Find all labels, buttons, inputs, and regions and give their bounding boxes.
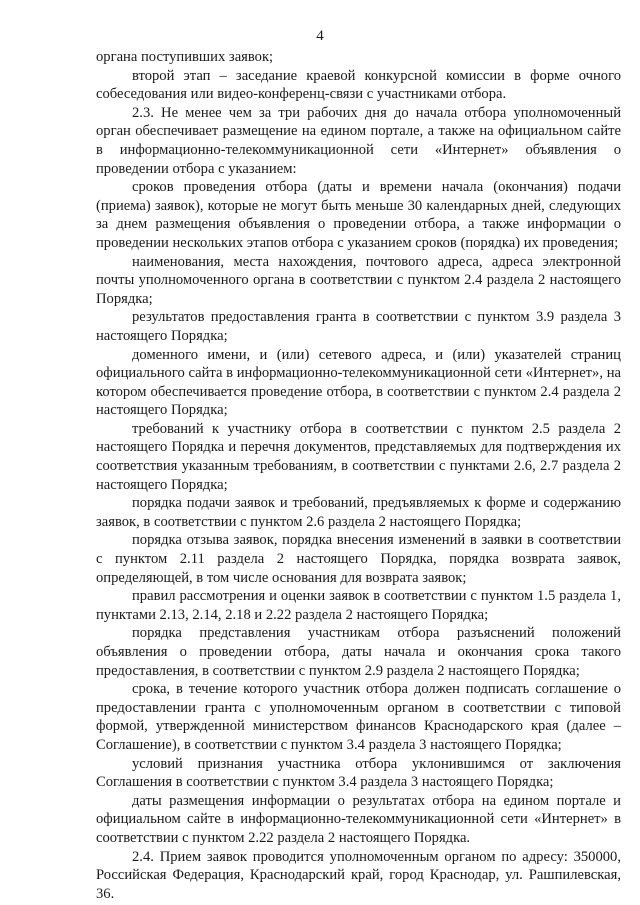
paragraph: срока, в течение которого участник отбора должен подписать соглашение о предоставлении гранта с уполномоченным органом в соответствии с типовой формой, утвержденной министерством финансов Краснодарского края (далее – Соглашение), в соответствии с пунктом 3.4 раздела 3 настоящего Порядка; bbox=[96, 681, 621, 753]
paragraph: сроков проведения отбора (даты и времени начала (окончания) подачи (приема) заявок), которые не могут быть меньше 30 календарных дней, следующих за днем размещения объявления о проведении отбора, а также информации о проведении нескольких этапов отбора с указанием сроков (порядка) их проведения; bbox=[96, 179, 621, 251]
paragraph: правил рассмотрения и оценки заявок в соответствии с пунктом 1.5 раздела 1, пунктами 2.13, 2.14, 2.18 и 2.22 раздела 2 настоящего Порядка; bbox=[96, 588, 621, 623]
paragraph: даты размещения информации о результатах отбора на едином портале и официальном сайте в информационно-телекоммуникационной сети «Интернет» в соответствии с пунктом 2.22 раздела 2 настоящего Порядка. bbox=[96, 792, 621, 846]
paragraph: 2.4. Прием заявок проводится уполномоченным органом по адресу: 350000, Российская Федерация, Краснодарский край, город Краснодар, ул. Рашпилевская, 36. bbox=[96, 848, 621, 902]
paragraph: второй этап – заседание краевой конкурсной комиссии в форме очного собеседования или видео-конференц-связи с участниками отбора. bbox=[96, 67, 621, 103]
paragraph: порядка представления участникам отбора разъяснений положений объявления о проведении отбора, даты начала и окончания срока такого предоставления, в соответствии с пунктом 2.9 раздела 2 настоящего Порядка; bbox=[96, 625, 621, 679]
page-number: 4 bbox=[316, 28, 324, 44]
paragraph: 2.3. Не менее чем за три рабочих дня до начала отбора уполномоченный орган обеспечивает размещение на едином портале, а также на официальном сайте в информационно-телекоммуникационной сети «Интернет» объявления о проведении отбора с указанием: bbox=[96, 104, 621, 177]
paragraph: условий признания участника отбора уклонившимся от заключения Соглашения в соответствии с пунктом 3.4 раздела 3 настоящего Порядка; bbox=[96, 755, 621, 791]
document-body bbox=[96, 48, 621, 903]
paragraph: порядка отзыва заявок, порядка внесения изменений в заявки в соответствии с пунктом 2.11 раздела 2 настоящего Порядка, порядка возврата заявок, определяющей, в том числе основания для возврата заявок; bbox=[96, 532, 621, 586]
paragraph: результатов предоставления гранта в соответствии с пунктом 3.9 раздела 3 настоящего Порядка; bbox=[96, 309, 621, 344]
paragraph: органа поступивших заявок; bbox=[96, 49, 274, 65]
paragraph: порядка подачи заявок и требований, предъявляемых к форме и содержанию заявок, в соответствии с пунктом 2.6 раздела 2 настоящего Порядка; bbox=[96, 495, 621, 530]
paragraph: требований к участнику отбора в соответствии с пунктом 2.5 раздела 2 настоящего Порядка и перечня документов, представляемых для подтверждения их соответствия указанным требованиям, в соответствии с пунктами 2.6, 2.7 раздела 2 настоящего Порядка; bbox=[96, 420, 621, 493]
paragraph: наименования, места нахождения, почтового адреса, адреса электронной почты уполномоченного органа в соответствии с пунктом 2.4 раздела 2 настоящего Порядка; bbox=[96, 253, 621, 307]
paragraph: доменного имени, и (или) сетевого адреса, и (или) указателей страниц официального сайта в информационно-телекоммуникационной сети «Интернет», на котором обеспечивается проведение отбора, в соответствии с пунктом 2.4 раздела 2 настоящего Порядка; bbox=[96, 346, 621, 419]
